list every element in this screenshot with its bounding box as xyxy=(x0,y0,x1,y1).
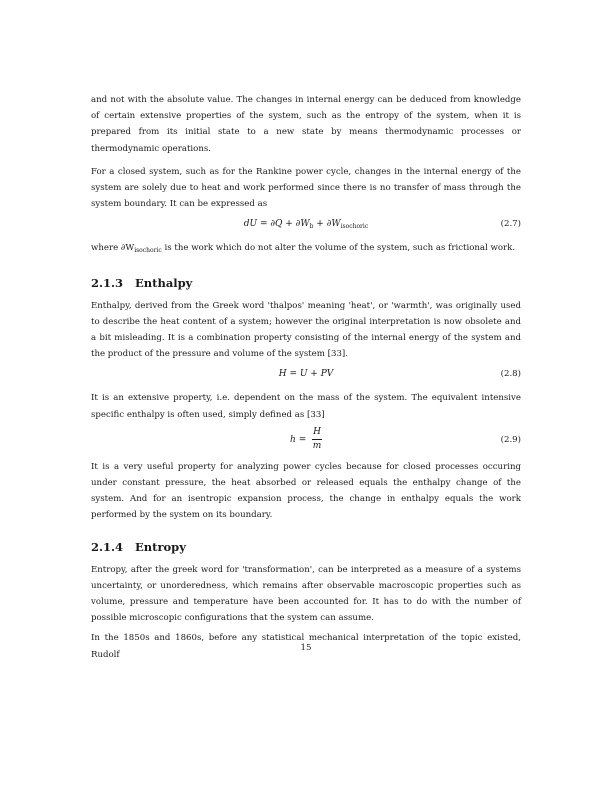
paragraph-isochoric-work: where $\partial W_{isochoric}$ is the work which do not alter the volume of the system, such as frictional work. xyxy=(91,243,516,255)
paragraph-closed-system: For a closed system, such as for the Rankine power cycle, changes in the internal energy of the system are solely due to heat and work performed since there is no transfer of mass through the system boundary. It can be expressed as xyxy=(91,166,521,210)
equation-2-8-body: H = U + PV xyxy=(278,369,334,380)
page-body xyxy=(91,92,521,663)
equation-2-7-body: dU = $\partial Q + \partial W_b + \partial W_{isochoric}$ xyxy=(243,219,369,231)
equation-2-7 xyxy=(91,212,521,240)
paragraph-extensive-property: It is an extensive property, i.e. dependent on the mass of the system. The equivalent intensive specific enthalpy is often used, simply defined as [33] xyxy=(91,393,521,420)
page-number: 15 xyxy=(300,643,312,653)
equation-2-9-body: h = $\frac{H}{m}$ xyxy=(290,426,322,451)
paragraph-enthalpy-definition: Enthalpy, derived from the Greek word 'thalpos' meaning 'heat', or 'warmth', was originally used to describe the heat content of a system; however the original interpretation is now obsolete and a bit misleading. It is a combination property consisting of the internal energy of the system and the product of the pressure and volume of the system [33]. xyxy=(91,300,521,360)
paragraph-enthalpy-usefulness: It is a very useful property for analyzing power cycles because for closed processes occuring under constant pressure, the heat absorbed or released equals the enthalpy change of the system. And for an isentropic expansion process, the change in enthalpy equals the work performed by the system on its boundary. xyxy=(91,461,521,521)
equation-2-8-number: (2.8) xyxy=(500,369,521,380)
equation-2-7-number: (2.7) xyxy=(500,219,521,230)
section-heading-enthalpy: 2.1.3 Enthalpy xyxy=(91,275,193,290)
paragraph-entropy-definition: Entropy, after the greek word for 'transformation', can be interpreted as a measure of a systems uncertainty, or unorderedness, which remains after observable macroscopic properties such as volume, pressure and temperature have been accounted for. It has to do with the number of possible microscopic configurations that the system can assume. xyxy=(91,564,521,624)
paragraph-internal-energy-intro: and not with the absolute value. The changes in internal energy can be deduced from knowledge of certain extensive properties of the system, such as the entropy of the system, when it is prepared from its initial state to a new state by means thermodynamic processes or thermodynamic operations. xyxy=(91,95,521,154)
equation-2-9 xyxy=(91,423,521,459)
section-heading-entropy: 2.1.4 Entropy xyxy=(91,539,186,554)
equation-2-9-number: (2.9) xyxy=(500,434,521,445)
equation-2-8 xyxy=(91,362,521,390)
paragraph-entropy-history: In the 1850s and 1860s, before any statistical mechanical interpretation of the topic existed, Rudolf xyxy=(91,633,521,660)
